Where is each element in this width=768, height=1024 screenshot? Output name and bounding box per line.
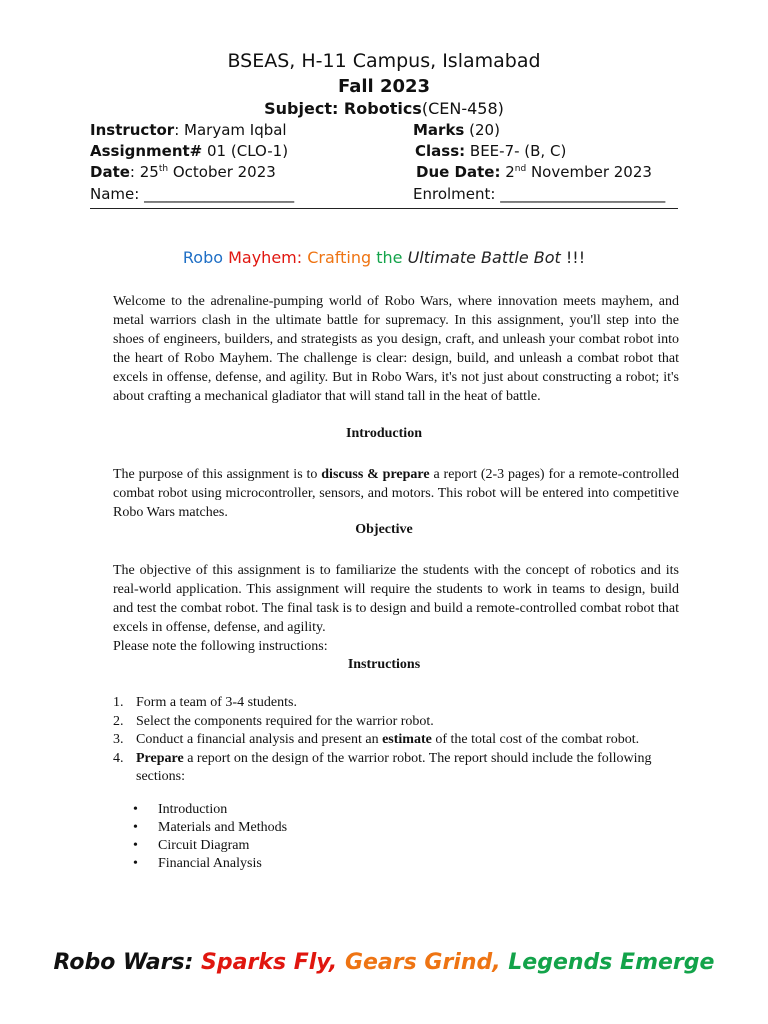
section-item bbox=[133, 819, 533, 837]
footer-gears-grind: Gears Grind, bbox=[337, 950, 501, 975]
class-value: BEE-7- (B, C) bbox=[465, 142, 567, 160]
section-item bbox=[133, 801, 533, 819]
instruction-text bbox=[136, 695, 297, 710]
instruction-item bbox=[113, 731, 683, 750]
instruction-text bbox=[136, 714, 434, 729]
section-label: Materials and Methods bbox=[158, 820, 288, 835]
subject-code: (CEN-458) bbox=[421, 99, 504, 118]
class-label: Class: bbox=[415, 142, 466, 160]
welcome-paragraph bbox=[113, 292, 679, 406]
footer-slogan bbox=[0, 950, 768, 975]
emphasis-text: discuss & prepare bbox=[321, 467, 430, 482]
text-run: Welcome to the adrenaline-pumping world of Robo Wars, where innovation meets mayhem, and metal warriors clash in the ultimate battle for supremacy. In this assignment, you'll step into the shoes of engineers, builders, and strategists as you design, craft, and unleash your combat robot into the heart of Robo Mayhem. The challenge is clear: design, build, and unleash a combat robot that excels in offense, defense, and agility. But in Robo Wars, it's not just about constructing a robot; it's about crafting a mechanical gladiator that will stand tall in the heat of battle. bbox=[113, 294, 679, 404]
enrolment-field: Enrolment: ______________________ bbox=[413, 185, 666, 203]
title-word-crafting: Crafting bbox=[302, 248, 372, 267]
instructor-label: Instructor bbox=[90, 121, 175, 139]
text-run: Form a team of 3-4 students. bbox=[136, 695, 297, 710]
instructor-line bbox=[90, 121, 287, 139]
emphasis-text: Prepare bbox=[136, 750, 184, 766]
instructor-value: : Maryam Iqbal bbox=[174, 121, 287, 139]
instruction-number: 4. bbox=[113, 750, 124, 766]
text-run: a report on the design of the warrior robot. The report should include the following sections: bbox=[136, 750, 652, 784]
introduction-paragraph bbox=[113, 465, 679, 522]
instruction-text bbox=[136, 732, 639, 747]
instructions-list bbox=[113, 694, 683, 787]
assignment-title bbox=[0, 248, 768, 267]
emphasis-text: estimate bbox=[382, 732, 432, 747]
instruction-item bbox=[113, 713, 683, 732]
date-month-year: October 2023 bbox=[168, 163, 276, 181]
bullet-icon: • bbox=[133, 802, 138, 817]
sections-list bbox=[133, 801, 533, 873]
instruction-number: 1. bbox=[113, 695, 124, 710]
bullet-icon: • bbox=[133, 856, 138, 871]
assignment-value: 01 (CLO-1) bbox=[202, 142, 289, 160]
due-date-label: Due Date: bbox=[416, 163, 501, 181]
due-date-line bbox=[416, 163, 652, 181]
date-suffix: th bbox=[158, 164, 169, 174]
date-label: Date bbox=[90, 163, 130, 181]
bullet-icon: • bbox=[133, 820, 138, 835]
text-run: a report (2-3 pages) for a remote-controlled combat robot using microcontroller, sensors, and motors. This robot will be entered into competitive Robo Wars matches. bbox=[113, 467, 679, 520]
title-exclamations: !!! bbox=[560, 248, 586, 267]
date-line bbox=[90, 163, 276, 181]
marks-label: Marks bbox=[413, 121, 465, 139]
objective-heading: Objective bbox=[355, 522, 413, 537]
class-line bbox=[415, 142, 566, 160]
text-run: Select the components required for the warrior robot. bbox=[136, 713, 434, 729]
date-day: : 25 bbox=[129, 163, 159, 181]
instructions-heading: Instructions bbox=[347, 657, 421, 672]
text-run: of the total cost of the combat robot. bbox=[431, 732, 640, 747]
note-line: Please note the following instructions: bbox=[113, 639, 328, 654]
assignment-label: Assignment# bbox=[90, 142, 203, 160]
section-label: Circuit Diagram bbox=[158, 838, 250, 853]
header-divider bbox=[90, 208, 678, 209]
section-label: Introduction bbox=[158, 802, 228, 817]
subject-line bbox=[0, 99, 768, 118]
section-label: Financial Analysis bbox=[158, 856, 262, 871]
marks-value: (20) bbox=[464, 121, 500, 139]
instruction-number: 3. bbox=[113, 732, 124, 747]
marks-line bbox=[413, 121, 500, 139]
text-run: The objective of this assignment is to familiarize the students with the concept of robotics and its real-world application. This assignment will require the students to work in teams to design, build and test the combat robot. The final task is to design and build a remote-controlled combat robot that excels in offense, defense, and agility. bbox=[113, 563, 679, 635]
due-date-month-year: November 2023 bbox=[526, 163, 652, 181]
due-date-day: 2 bbox=[500, 163, 515, 181]
bullet-icon: • bbox=[133, 838, 138, 853]
instruction-text bbox=[136, 751, 652, 785]
assignment-line bbox=[90, 142, 288, 160]
title-word-mayhem: Mayhem: bbox=[223, 248, 303, 267]
semester: Fall 2023 bbox=[337, 76, 431, 97]
footer-robo-wars: Robo Wars: bbox=[53, 950, 194, 975]
text-run: The purpose of this assignment is to bbox=[113, 467, 322, 482]
introduction-heading: Introduction bbox=[346, 426, 422, 441]
institution-name: BSEAS, H-11 Campus, Islamabad bbox=[227, 50, 541, 72]
section-item bbox=[133, 837, 533, 855]
text-run: Conduct a financial analysis and present an bbox=[136, 732, 383, 747]
section-item bbox=[133, 855, 533, 873]
objective-paragraph bbox=[113, 561, 679, 637]
title-ultimate-battle-bot: Ultimate Battle Bot bbox=[402, 248, 561, 267]
due-date-suffix: nd bbox=[514, 164, 527, 174]
instruction-item bbox=[113, 694, 683, 713]
instruction-item bbox=[113, 750, 683, 787]
subject-label: Subject: Robotics bbox=[264, 99, 422, 118]
name-field: Name: ____________________ bbox=[90, 185, 295, 203]
footer-sparks-fly: Sparks Fly, bbox=[193, 950, 338, 975]
title-word-the: the bbox=[371, 248, 403, 267]
title-word-robo: Robo bbox=[182, 248, 224, 267]
footer-legends-emerge: Legends Emerge bbox=[500, 950, 715, 975]
instruction-number: 2. bbox=[113, 713, 124, 729]
